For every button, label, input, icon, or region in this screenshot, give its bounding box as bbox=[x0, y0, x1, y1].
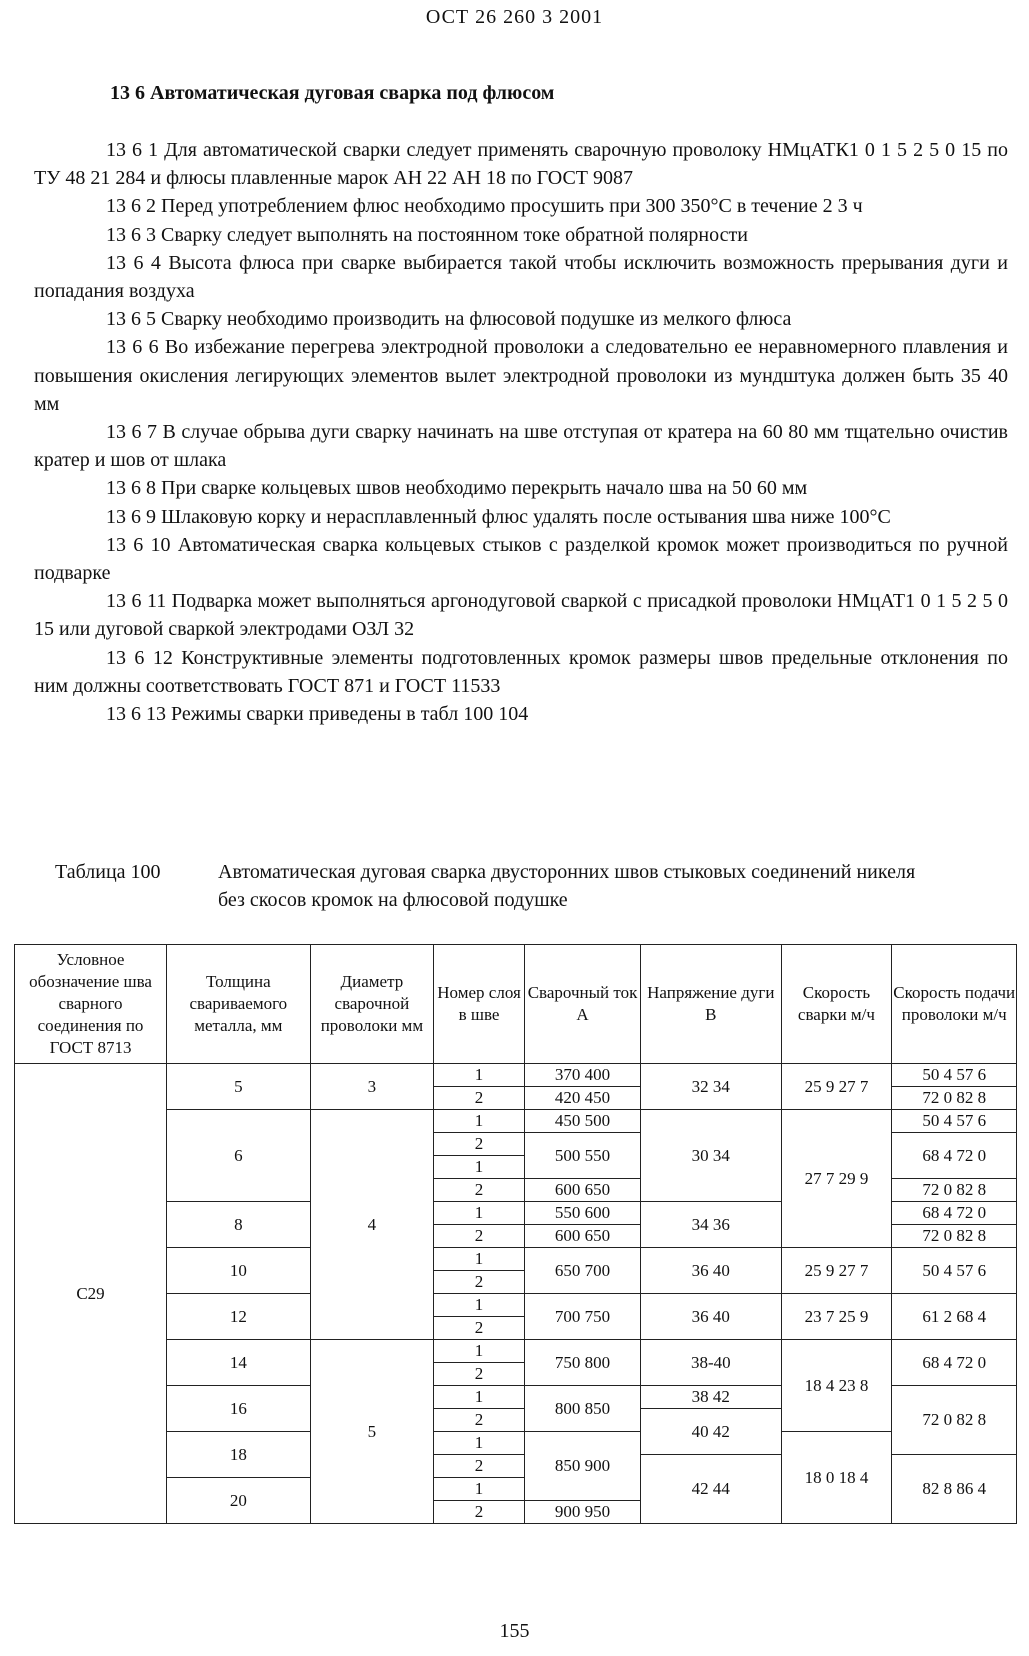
layer-cell: 1 bbox=[434, 1432, 525, 1455]
feed-cell: 61 2 68 4 bbox=[892, 1294, 1017, 1340]
current-cell: 550 600 bbox=[524, 1202, 640, 1225]
voltage-cell: 36 40 bbox=[641, 1248, 781, 1294]
layer-cell: 2 bbox=[434, 1179, 525, 1202]
current-cell: 650 700 bbox=[524, 1248, 640, 1294]
layer-cell: 1 bbox=[434, 1110, 525, 1133]
paragraph: 13 6 11 Подварка может выполняться аргонодуговой сваркой с присадкой проволоки НМцАТ1 0 1 5 2 5 0 15 или дуговой сваркой электродами ОЗЛ 32 bbox=[34, 590, 1008, 641]
paragraph: 13 6 13 Режимы сварки приведены в табл 100 104 bbox=[106, 703, 529, 726]
paragraph: 13 6 8 При сварке кольцевых швов необходимо перекрыть начало шва на 50 60 мм bbox=[106, 477, 808, 500]
layer-cell: 1 bbox=[434, 1386, 525, 1409]
feed-cell: 82 8 86 4 bbox=[892, 1455, 1017, 1524]
speed-cell: 27 7 29 9 bbox=[781, 1110, 892, 1248]
speed-cell: 18 0 18 4 bbox=[781, 1432, 892, 1524]
column-header: Сварочный ток А bbox=[524, 945, 640, 1064]
current-cell: 370 400 bbox=[524, 1064, 640, 1087]
voltage-cell: 36 40 bbox=[641, 1294, 781, 1340]
current-cell: 750 800 bbox=[524, 1340, 640, 1386]
welding-modes-table bbox=[14, 944, 1017, 1524]
feed-cell: 72 0 82 8 bbox=[892, 1087, 1017, 1110]
current-cell: 700 750 bbox=[524, 1294, 640, 1340]
joint-cell: С29 bbox=[15, 1064, 167, 1524]
paragraph: 13 6 2 Перед употреблением флюс необходимо просушить при 300 350°С в течение 2 3 ч bbox=[106, 195, 863, 218]
feed-cell: 68 4 72 0 bbox=[892, 1202, 1017, 1225]
current-cell: 850 900 bbox=[524, 1432, 640, 1501]
page-number: 155 bbox=[499, 1620, 530, 1642]
thickness-cell: 18 bbox=[167, 1432, 311, 1478]
layer-cell: 1 bbox=[434, 1064, 525, 1087]
feed-cell: 72 0 82 8 bbox=[892, 1225, 1017, 1248]
voltage-cell: 30 34 bbox=[641, 1110, 781, 1202]
current-cell: 600 650 bbox=[524, 1179, 640, 1202]
thickness-cell: 8 bbox=[167, 1202, 311, 1248]
paragraph: 13 6 4 Высота флюса при сварке выбирается такой чтобы исключить возможность прерывания дуги и попадания воздуха bbox=[34, 251, 1008, 303]
feed-cell: 50 4 57 6 bbox=[892, 1248, 1017, 1294]
current-cell: 450 500 bbox=[524, 1110, 640, 1133]
section-title: 13 6 Автоматическая дуговая сварка под флюсом bbox=[110, 82, 555, 104]
thickness-cell: 10 bbox=[167, 1248, 311, 1294]
layer-cell: 2 bbox=[434, 1501, 525, 1524]
column-header: Скорость подачи проволоки м/ч bbox=[892, 945, 1017, 1064]
thickness-cell: 16 bbox=[167, 1386, 311, 1432]
column-header: Условное обозначение шва сварного соединения по ГОСТ 8713 bbox=[15, 945, 167, 1064]
feed-cell: 50 4 57 6 bbox=[892, 1110, 1017, 1133]
layer-cell: 2 bbox=[434, 1455, 525, 1478]
diameter-cell: 3 bbox=[310, 1064, 434, 1110]
thickness-cell: 6 bbox=[167, 1110, 311, 1202]
paragraph: 13 6 9 Шлаковую корку и нерасплавленный флюс удалять после остывания шва ниже 100°С bbox=[106, 505, 891, 528]
document-header: ОСТ 26 260 3 2001 bbox=[425, 6, 604, 28]
feed-cell: 68 4 72 0 bbox=[892, 1133, 1017, 1179]
column-header: Напряжение дуги В bbox=[641, 945, 781, 1064]
current-cell: 420 450 bbox=[524, 1087, 640, 1110]
layer-cell: 2 bbox=[434, 1363, 525, 1386]
diameter-cell: 4 bbox=[310, 1110, 434, 1340]
current-cell: 600 650 bbox=[524, 1225, 640, 1248]
layer-cell: 2 bbox=[434, 1087, 525, 1110]
diameter-cell: 5 bbox=[310, 1340, 434, 1524]
current-cell: 500 550 bbox=[524, 1133, 640, 1179]
speed-cell: 25 9 27 7 bbox=[781, 1248, 892, 1294]
table-caption-text: Автоматическая дуговая сварка двусторонних швов стыковых соединений никеля без скосов кромок на флюсовой подушке bbox=[218, 861, 916, 911]
thickness-cell: 20 bbox=[167, 1478, 311, 1524]
current-cell: 800 850 bbox=[524, 1386, 640, 1432]
speed-cell: 23 7 25 9 bbox=[781, 1294, 892, 1340]
thickness-cell: 14 bbox=[167, 1340, 311, 1386]
voltage-cell: 34 36 bbox=[641, 1202, 781, 1248]
paragraph: 13 6 3 Сварку следует выполнять на постоянном токе обратной полярности bbox=[106, 223, 748, 246]
layer-cell: 1 bbox=[434, 1340, 525, 1363]
paragraph: 13 6 10 Автоматическая сварка кольцевых стыков с разделкой кромок может производиться по ручной подварке bbox=[34, 533, 1008, 585]
layer-cell: 1 bbox=[434, 1248, 525, 1271]
column-header: Толщина свариваемого металла, мм bbox=[167, 945, 311, 1064]
feed-cell: 72 0 82 8 bbox=[892, 1386, 1017, 1455]
layer-cell: 1 bbox=[434, 1156, 525, 1179]
table-header-row bbox=[15, 945, 1017, 1064]
layer-cell: 1 bbox=[434, 1202, 525, 1225]
column-header: Скорость сварки м/ч bbox=[781, 945, 892, 1064]
paragraph: 13 6 5 Сварку необходимо производить на флюсовой подушке из мелкого флюса bbox=[106, 308, 792, 331]
voltage-cell: 42 44 bbox=[641, 1455, 781, 1524]
table-row bbox=[15, 1064, 1017, 1087]
layer-cell: 2 bbox=[434, 1409, 525, 1432]
paragraph: 13 6 7 В случае обрыва дуги сварку начинать на шве отступая от кратера на 60 80 мм тщательно очистив кратер и шов от шлака bbox=[34, 421, 1008, 472]
layer-cell: 2 bbox=[434, 1133, 525, 1156]
thickness-cell: 12 bbox=[167, 1294, 311, 1340]
thickness-cell: 5 bbox=[167, 1064, 311, 1110]
feed-cell: 72 0 82 8 bbox=[892, 1179, 1017, 1202]
speed-cell: 18 4 23 8 bbox=[781, 1340, 892, 1432]
feed-cell: 68 4 72 0 bbox=[892, 1340, 1017, 1386]
paragraph: 13 6 12 Конструктивные элементы подготовленных кромок размеры швов предельные отклонения по ним должны соответствовать ГОСТ 871 и ГОСТ 11533 bbox=[34, 646, 1008, 697]
paragraph: 13 6 1 Для автоматической сварки следует применять сварочную проволоку НМцАТК1 0 1 5 2 5 0 15 по ТУ 48 21 284 и флюсы плавленные марок АН 22 АН 18 по ГОСТ 9087 bbox=[34, 139, 1008, 190]
layer-cell: 2 bbox=[434, 1271, 525, 1294]
paragraph: 13 6 6 Во избежание перегрева электродной проволоки а следовательно ее неравномерного плавления и повышения окисления легирующих элементов вылет электродной проволоки из мундштука должен быть 35 40 мм bbox=[34, 336, 1008, 415]
layer-cell: 2 bbox=[434, 1317, 525, 1340]
current-cell: 900 950 bbox=[524, 1501, 640, 1524]
feed-cell: 50 4 57 6 bbox=[892, 1064, 1017, 1087]
column-header: Номер слоя в шве bbox=[434, 945, 525, 1064]
speed-cell: 25 9 27 7 bbox=[781, 1064, 892, 1110]
table-caption-label: Таблица 100 bbox=[55, 861, 161, 883]
voltage-cell: 38-40 bbox=[641, 1340, 781, 1386]
layer-cell: 1 bbox=[434, 1478, 525, 1501]
voltage-cell: 32 34 bbox=[641, 1064, 781, 1110]
voltage-cell: 38 42 bbox=[641, 1386, 781, 1409]
voltage-cell: 40 42 bbox=[641, 1409, 781, 1455]
layer-cell: 1 bbox=[434, 1294, 525, 1317]
body-text bbox=[34, 136, 1008, 728]
layer-cell: 2 bbox=[434, 1225, 525, 1248]
column-header: Диаметр сварочной проволоки мм bbox=[310, 945, 434, 1064]
